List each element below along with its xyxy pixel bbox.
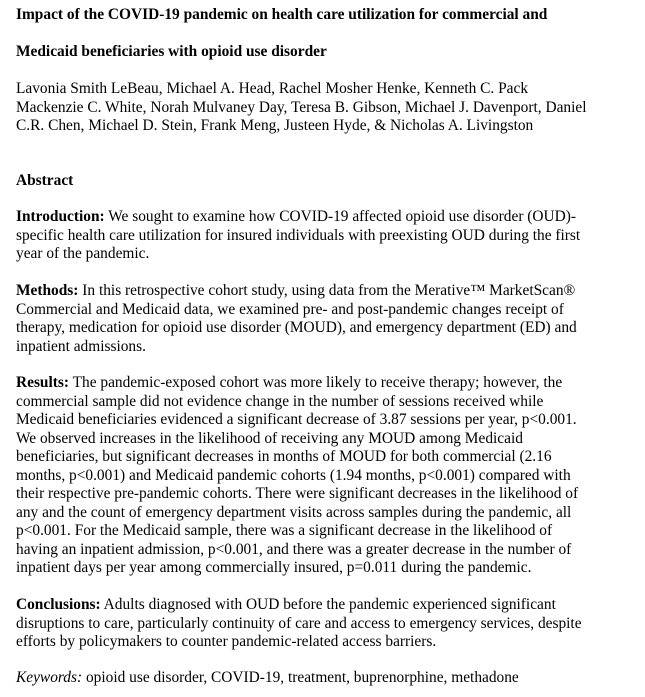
results-line-7: their respective pre-pandemic cohorts. There were significant decreases in the likelihood of	[16, 485, 579, 502]
introduction-label: Introduction:	[16, 208, 105, 225]
paper-title-line-1: Impact of the COVID-19 pandemic on health care utilization for commercial and	[16, 6, 548, 23]
paper-title-line-2: Medicaid beneficiaries with opioid use disorder	[16, 43, 327, 60]
conclusions-line-1: Conclusions: Adults diagnosed with OUD before the pandemic experienced significant	[16, 596, 556, 613]
keywords-line	[16, 669, 631, 688]
results-line-10: having an inpatient admission, p<0.001, and there was a greater decrease in the number of	[16, 540, 572, 558]
results-line-8: any and the count of emergency department visits across samples during the pandemic, all	[16, 503, 572, 521]
methods-line-2: Commercial and Medicaid data, we examined pre- and post-pandemic changes receipt of	[16, 300, 564, 318]
results-line-4: We observed increases in the likelihood of receiving any MOUD among Medicaid	[16, 429, 523, 447]
results-line-5: beneficiaries, but significant decreases in months of MOUD for both commercial (2.16	[16, 448, 552, 465]
results-line-1: Results: The pandemic-exposed cohort was more likely to receive therapy; however, the	[16, 374, 563, 391]
methods-line-3: therapy, medication for opioid use disorder (MOUD), and emergency department (ED) and	[16, 319, 577, 336]
keywords-text: opioid use disorder, COVID-19, treatment, buprenorphine, methadone	[85, 669, 519, 686]
keywords-section	[16, 669, 631, 688]
methods-line-1: Methods: In this retrospective cohort study, using data from the Merative™ MarketScan®	[16, 282, 576, 299]
results-label: Results:	[16, 374, 70, 391]
introduction-section	[16, 208, 631, 264]
conclusions-line-2: disruptions to care, particularly continuity of care and access to emergency services, despite	[16, 614, 582, 632]
introduction-line-3: year of the pandemic.	[16, 245, 150, 262]
results-line-3: Medicaid beneficiaries evidenced a significant decrease of 3.87 sessions per year, p<0.001.	[16, 411, 577, 428]
introduction-line-1: Introduction: We sought to examine how COVID-19 affected opioid use disorder (OUD)-	[16, 208, 577, 225]
author-line-3: C.R. Chen, Michael D. Stein, Frank Meng, Justeen Hyde, & Nicholas A. Livingston	[16, 117, 534, 134]
methods-label: Methods:	[16, 282, 79, 299]
results-line-9: p<0.001. For the Medicaid sample, there was a significant decrease in the likelihood of	[16, 522, 553, 539]
abstract-heading: Abstract	[16, 172, 74, 189]
author-line-2: Mackenzie C. White, Norah Mulvaney Day, Teresa B. Gibson, Michael J. Davenport, Daniel	[16, 98, 587, 116]
results-section	[16, 374, 631, 578]
conclusions-label: Conclusions:	[16, 596, 101, 613]
introduction-line-2: specific health care utilization for insured individuals with preexisting OUD during the first	[16, 226, 581, 244]
results-line-11: inpatient days per year among commercially insured, p=0.011 during the pandemic.	[16, 559, 532, 576]
conclusions-section	[16, 596, 631, 652]
author-line-1: Lavonia Smith LeBeau, Michael A. Head, Rachel Mosher Henke, Kenneth C. Pack	[16, 80, 529, 97]
methods-section	[16, 282, 631, 356]
methods-line-4: inpatient admissions.	[16, 337, 146, 355]
results-line-6: months, p<0.001) and Medicaid pandemic cohorts (1.94 months, p<0.001) compared with	[16, 466, 571, 484]
keywords-label: Keywords:	[16, 669, 83, 686]
conclusions-line-3: efforts by policymakers to counter pandemic-related access barriers.	[16, 633, 437, 650]
results-line-2: commercial sample did not evidence change in the number of sessions received while	[16, 392, 544, 410]
author-list	[16, 80, 631, 136]
